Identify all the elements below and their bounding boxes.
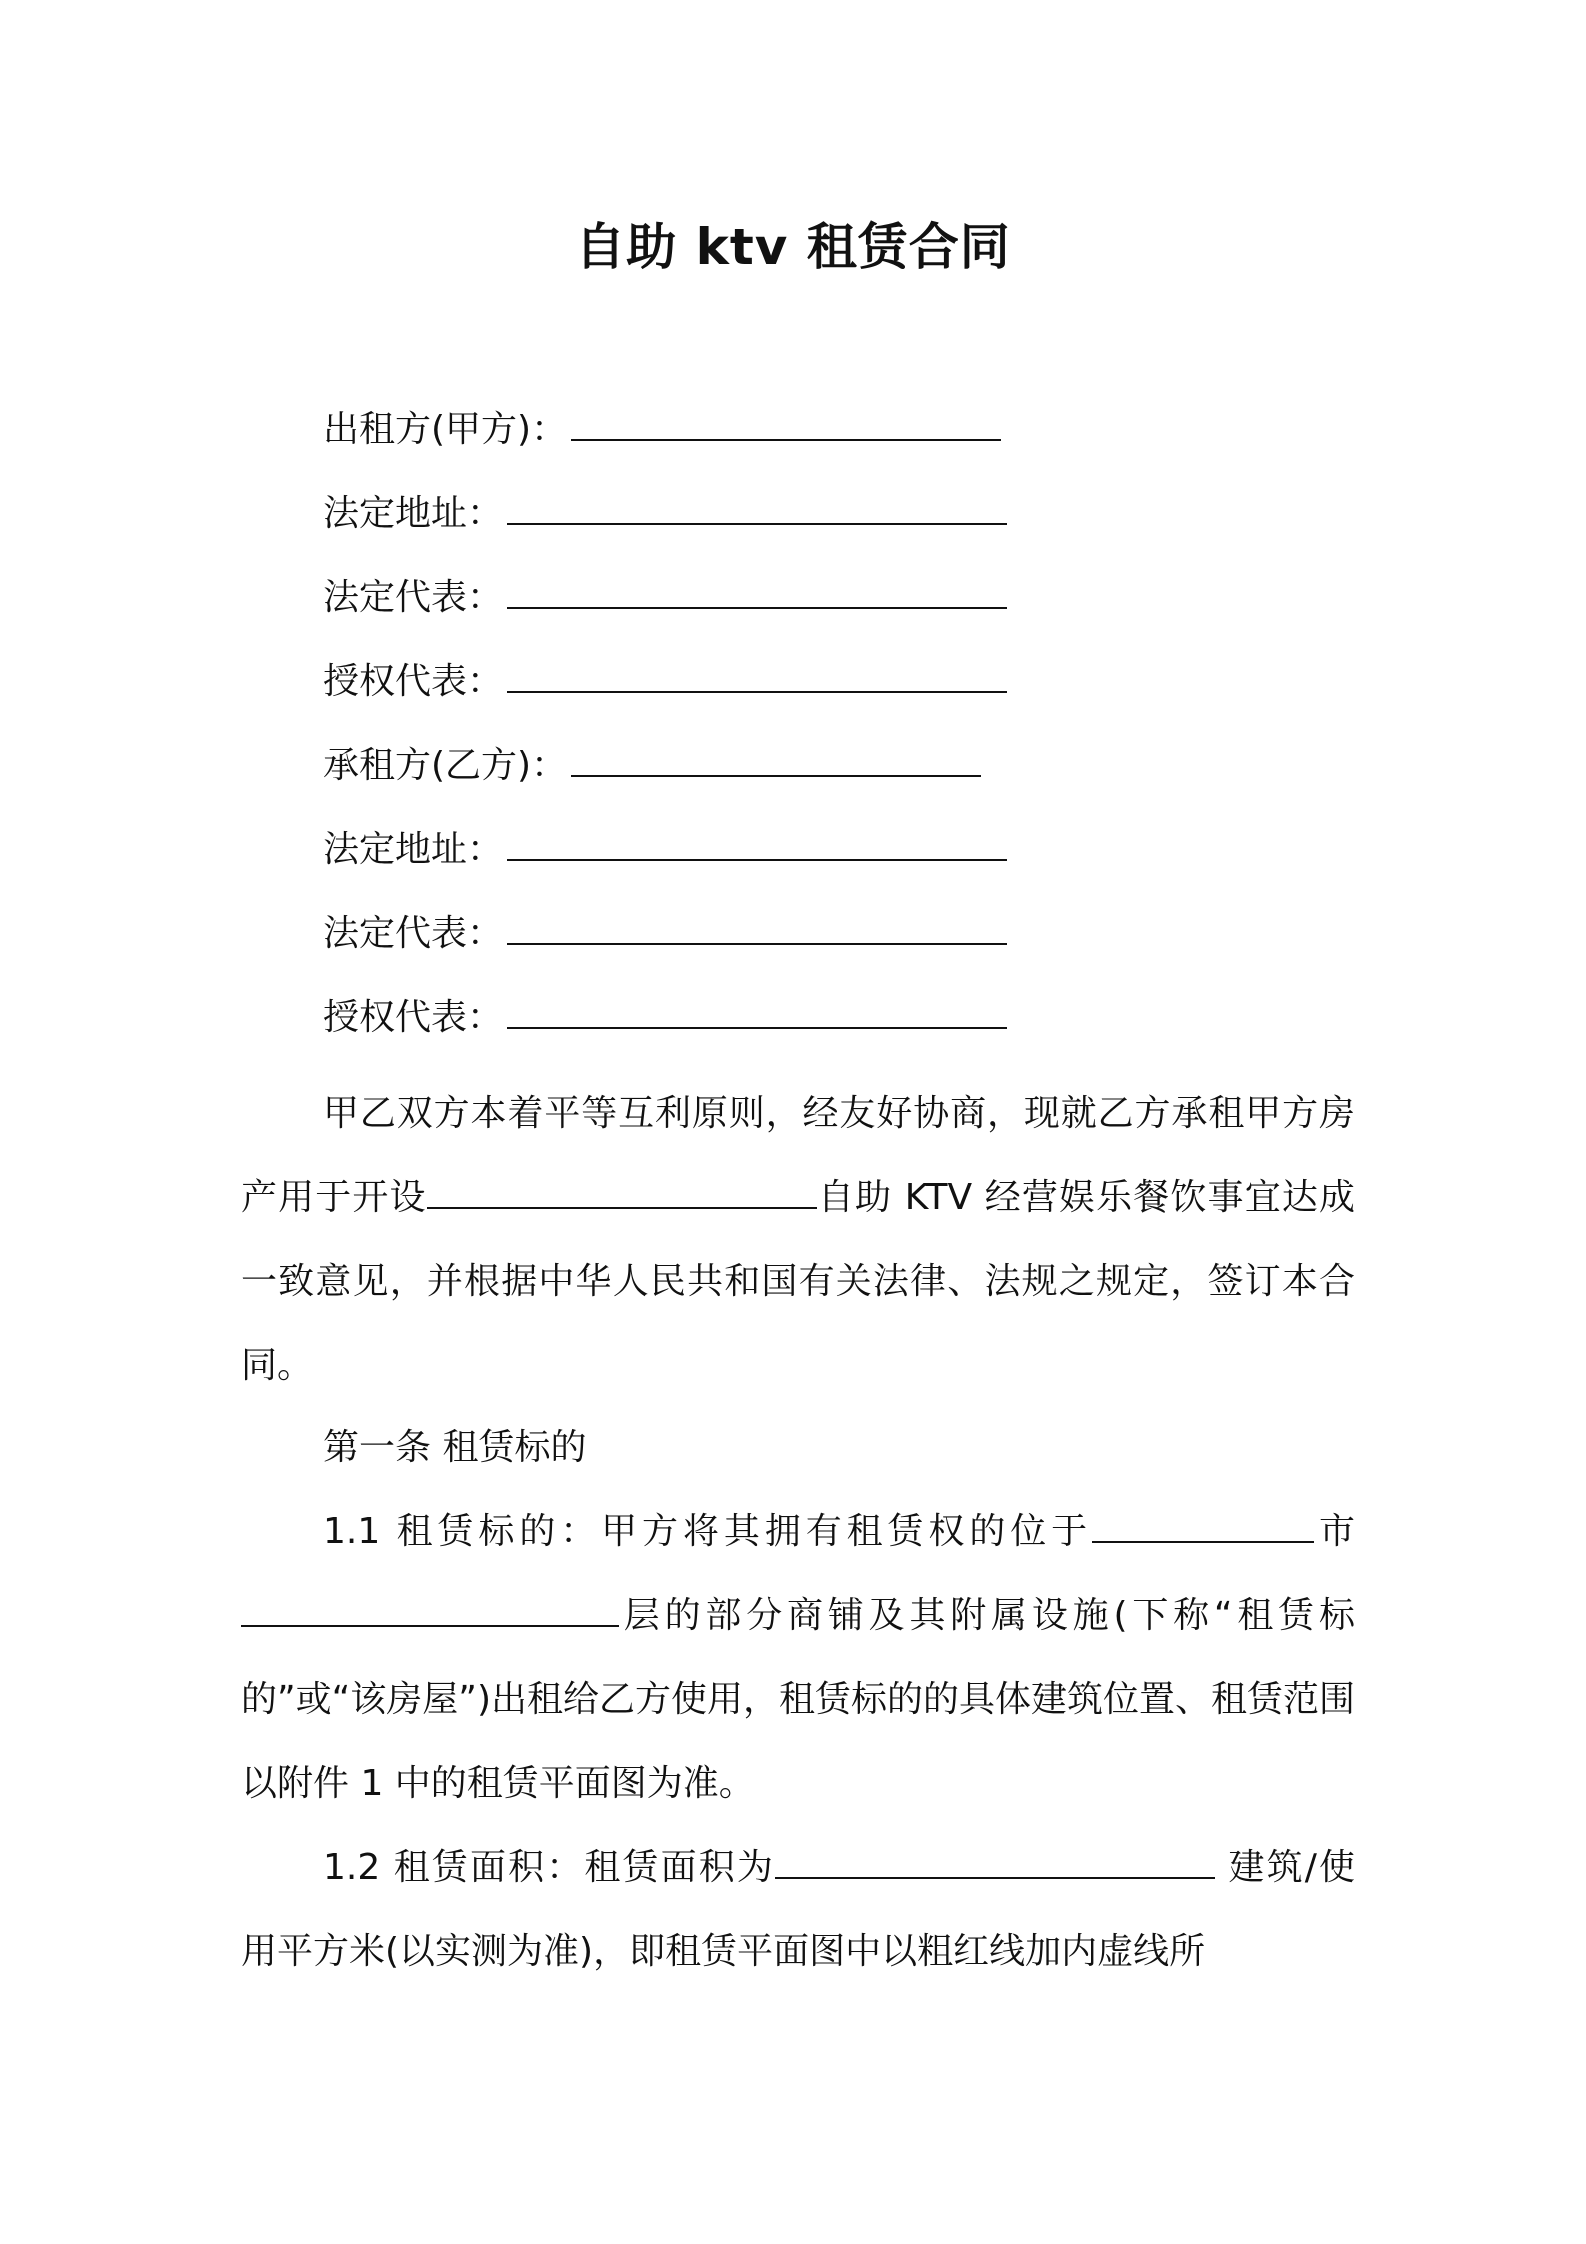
article-1-heading: 第一条 租赁标的 [323,1427,587,1468]
clause-1-1-paragraph [241,1490,1355,1826]
party-label: 出租方(甲方)： [323,409,568,450]
fill-in-blank[interactable] [507,571,1007,609]
party-label: 法定代表： [323,913,504,954]
party-label: 承租方(乙方)： [323,745,568,786]
intro-text-2: 自助 KTV 经营娱乐餐饮事宜达成一致意见，并根据中华人民共和国有关法律、法规之规定，签订本合同。 [241,1177,1355,1386]
fill-in-blank[interactable] [571,403,1001,441]
fill-in-blank[interactable] [507,487,1007,525]
lessee-address-line [323,820,1007,880]
fill-in-blank[interactable] [241,1591,619,1627]
party-label: 授权代表： [323,661,504,702]
lessee-name-line [323,736,981,796]
fill-in-blank[interactable] [507,991,1007,1029]
lessor-address-line [323,484,1007,544]
lessee-authorized-rep-line [323,988,1007,1048]
intro-text-1: 甲乙双方本着平等互利原则，经友好协商，现就乙方承租甲方房产用于开设 [241,1093,1355,1218]
clause-1-2-text-2: 建筑/使用平方米(以实测为准)，即租赁平面图中以粗红线加内虚线所 [241,1847,1355,1972]
clause-1-2-text-1: 1.2 租赁面积：租赁面积为 [323,1847,775,1888]
page-title: 自助 ktv 租赁合同 [575,218,1011,276]
clause-1-1-text-3: 层的部分商铺及其附属设施(下称“租赁标的”或“该房屋”)出租给乙方使用，租赁标的的具体建筑位置、租赁范围以附件 1 中的租赁平面图为准。 [241,1595,1355,1804]
fill-in-blank[interactable] [571,739,981,777]
fill-in-blank[interactable] [1092,1507,1314,1543]
lessor-legal-rep-line [323,568,1007,628]
party-label: 法定地址： [323,829,504,870]
clause-1-1-text-1: 1.1 租赁标的：甲方将其拥有租赁权的位于 [323,1511,1093,1552]
lessor-authorized-rep-line [323,652,1007,712]
fill-in-blank[interactable] [507,823,1007,861]
clause-1-2-paragraph [241,1826,1355,1994]
party-label: 授权代表： [323,997,504,1038]
party-label: 法定代表： [323,577,504,618]
party-label: 法定地址： [323,493,504,534]
intro-paragraph [241,1072,1355,1408]
fill-in-blank[interactable] [507,907,1007,945]
lessor-name-line [323,400,1001,460]
lessee-legal-rep-line [323,904,1007,964]
fill-in-blank[interactable] [507,655,1007,693]
clause-1-1-text-2: 市 [1314,1511,1355,1552]
fill-in-blank[interactable] [775,1843,1215,1879]
fill-in-blank[interactable] [427,1173,817,1209]
